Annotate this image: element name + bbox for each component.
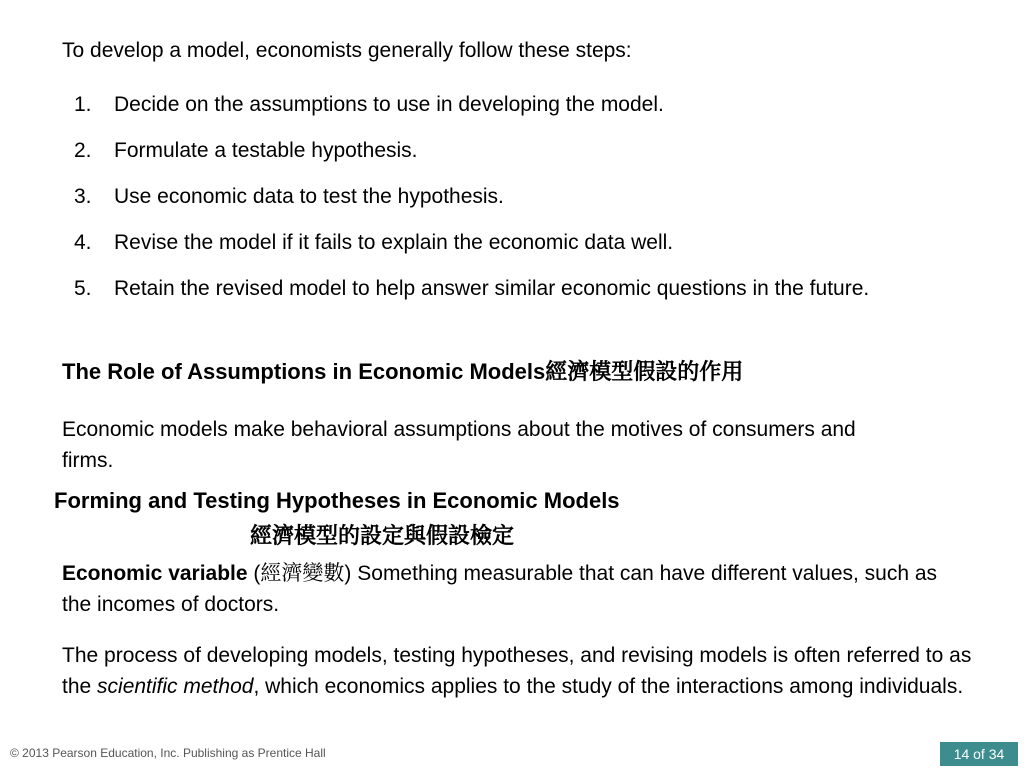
list-item (62, 227, 942, 258)
list-item-text: Use economic data to test the hypothesis. (114, 185, 504, 208)
scientific-method-paragraph (62, 640, 972, 702)
copyright-footer: © 2013 Pearson Education, Inc. Publishing as Prentice Hall (10, 746, 326, 760)
list-item-number: 3. (74, 185, 92, 208)
list-item-number: 2. (74, 139, 92, 162)
intro-text: To develop a model, economists generally follow these steps: (62, 39, 632, 62)
list-item (62, 89, 942, 120)
section-heading-cjk: 經濟模型假設的作用 (545, 360, 744, 385)
definition-term: Economic variable (62, 562, 248, 585)
page-number-badge: 14 of 34 (940, 742, 1018, 766)
list-item-text: Decide on the assumptions to use in developing the model. (114, 93, 664, 116)
definition-term-cjk: (經濟變數) (253, 562, 352, 585)
paragraph-text-before: The process of developing models, testing hypotheses, and revising models is often referred to as the (62, 644, 972, 698)
section-heading-hypotheses-cjk: 經濟模型的設定與假設檢定 (250, 524, 515, 549)
paragraph-text-after: , which economics applies to the study of the interactions among individuals. (253, 675, 964, 698)
list-item-text: Formulate a testable hypothesis. (114, 139, 418, 162)
section-heading-text: The Role of Assumptions in Economic Models (62, 359, 546, 384)
section-heading-assumptions (62, 358, 743, 387)
paragraph-italic-term: scientific method (97, 675, 254, 698)
list-item-number: 4. (74, 231, 92, 254)
list-item (62, 135, 942, 166)
section-heading-hypotheses: Forming and Testing Hypotheses in Economic Models (54, 488, 620, 513)
list-item (62, 181, 942, 212)
list-item-text: Revise the model if it fails to explain the economic data well. (114, 231, 674, 254)
list-item-number: 5. (74, 277, 92, 300)
definition-text: Something measurable that can have different values, such as the incomes of doctors. (62, 562, 938, 616)
economic-variable-definition (62, 558, 962, 620)
assumptions-paragraph: Economic models make behavioral assumptions about the motives of consumers and firms. (62, 418, 856, 472)
list-item-number: 1. (74, 93, 92, 116)
steps-list (62, 89, 942, 304)
list-item-text: Retain the revised model to help answer similar economic questions in the future. (114, 277, 870, 300)
list-item (62, 273, 942, 304)
